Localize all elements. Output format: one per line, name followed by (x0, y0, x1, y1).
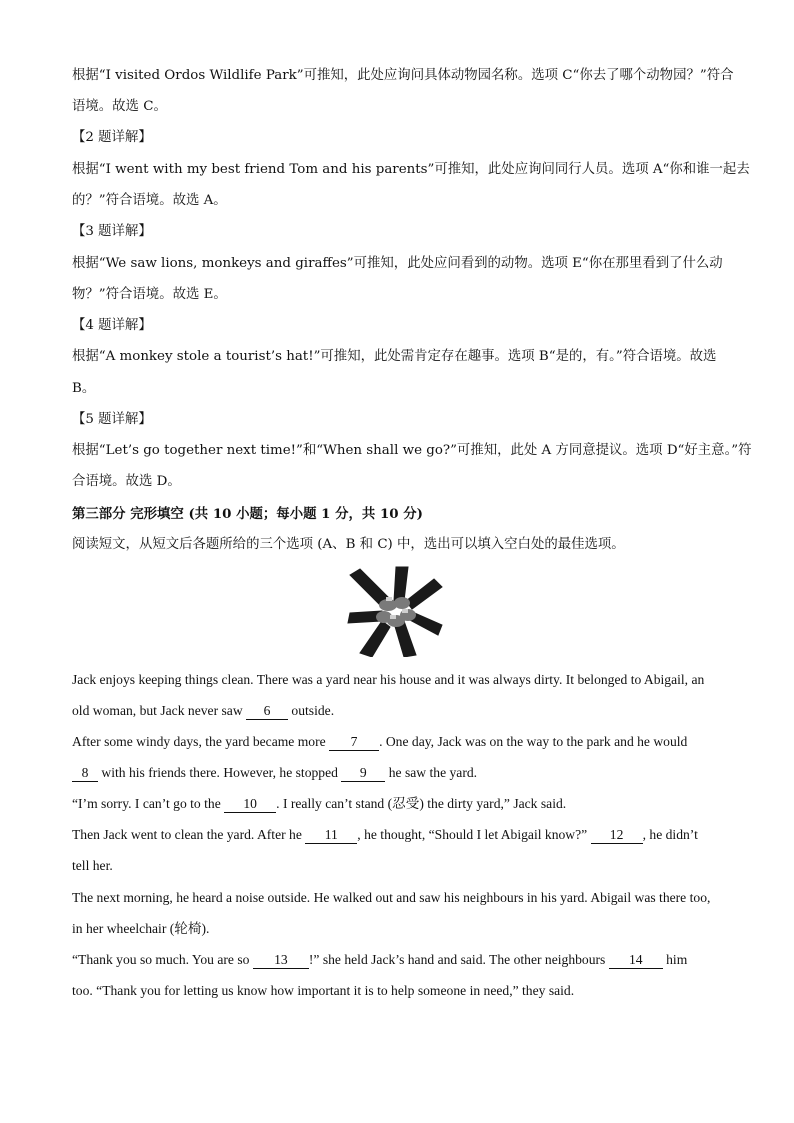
question-5-heading: 【5 题详解】 (72, 412, 152, 427)
passage-line (72, 701, 334, 721)
passage-text: After some windy days, the yard became more (72, 734, 330, 749)
explanation-line: 根据“I visited Ordos Wildlife Park”可推知，此处应询问具体动物园名称。选项 C“你去了哪个动物园？”符合 (72, 68, 734, 83)
passage-line: too. “Thank you for letting us know how important it is to help someone in need,” they said. (72, 983, 575, 998)
question-2-heading: 【2 题详解】 (72, 130, 152, 145)
passage-text: . One day, Jack was on the way to the park and he would (379, 734, 688, 749)
explanation-line: 根据“We saw lions, monkeys and giraffes”可推知，此处应问看到的动物。选项 E“你在那里看到了什么动 (72, 256, 723, 271)
blank-11: 11 (305, 827, 357, 844)
passage-text: Then Jack went to clean the yard. After he (72, 827, 306, 842)
passage-text: , he thought, “Should I let Abigail know?” (357, 827, 591, 842)
section-instruction: 阅读短文，从短文后各题所给的三个选项 (A、B 和 C) 中，选出可以填入空白处的最佳选项。 (72, 537, 625, 552)
explanation-line: 根据“I went with my best friend Tom and his parents”可推知，此处应询问同行人员。选项 A“你和谁一起去 (72, 162, 750, 177)
passage-line: Jack enjoys keeping things clean. There was a yard near his house and it was always dirty. It belonged to Abigail, an (72, 672, 705, 687)
blank-8: 8 (72, 765, 98, 782)
passage-text: “I’m sorry. I can’t go to the (72, 796, 225, 811)
blank-6: 6 (246, 703, 288, 720)
question-4-heading: 【4 题详解】 (72, 318, 152, 333)
explanation-line: 根据“Let’s go together next time!”和“When shall we go?”可推知，此处 A 方同意提议。选项 D“好主意。”符 (72, 443, 752, 458)
question-3-heading: 【3 题详解】 (72, 224, 152, 239)
passage-text: old woman, but Jack never saw (72, 703, 247, 718)
blank-12: 12 (591, 827, 643, 844)
passage-text: him (662, 952, 688, 967)
blank-14: 14 (609, 952, 663, 969)
section-heading: 第三部分 完形填空 (共 10 小题；每小题 1 分，共 10 分) (72, 506, 423, 522)
explanation-line: 的？”符合语境。故选 A。 (72, 193, 227, 208)
passage-line: tell her. (72, 858, 113, 873)
passage-line (72, 732, 687, 752)
stacked-hands-icon (346, 565, 446, 657)
passage-line (72, 794, 566, 814)
passage-text: “Thank you so much. You are so (72, 952, 253, 967)
explanation-line: 物？”符合语境。故选 E。 (72, 287, 227, 302)
passage-text: , he didn’t (642, 827, 698, 842)
passage-line (72, 763, 477, 783)
passage-line (72, 950, 687, 970)
passage-text: with his friends there. However, he stopped (98, 765, 342, 780)
passage-text: he saw the yard. (385, 765, 478, 780)
explanation-line: B。 (72, 381, 96, 396)
blank-10: 10 (224, 796, 276, 813)
explanation-line: 合语境。故选 D。 (72, 474, 181, 489)
explanation-line: 语境。故选 C。 (72, 99, 167, 114)
passage-line: in her wheelchair (轮椅). (72, 921, 210, 936)
blank-9: 9 (341, 765, 385, 782)
blank-7: 7 (329, 734, 379, 751)
passage-text: outside. (288, 703, 335, 718)
explanation-line: 根据“A monkey stole a tourist’s hat!”可推知，此处需肯定存在趣事。选项 B“是的，有。”符合语境。故选 (72, 349, 717, 364)
passage-text: . I really can’t stand (忍受) the dirty yard,” Jack said. (276, 796, 567, 811)
passage-line: The next morning, he heard a noise outside. He walked out and saw his neighbours in his yard. Abigail was there too, (72, 890, 711, 905)
passage-line (72, 825, 698, 845)
blank-13: 13 (253, 952, 309, 969)
passage-text: !” she held Jack’s hand and said. The other neighbours (308, 952, 609, 967)
